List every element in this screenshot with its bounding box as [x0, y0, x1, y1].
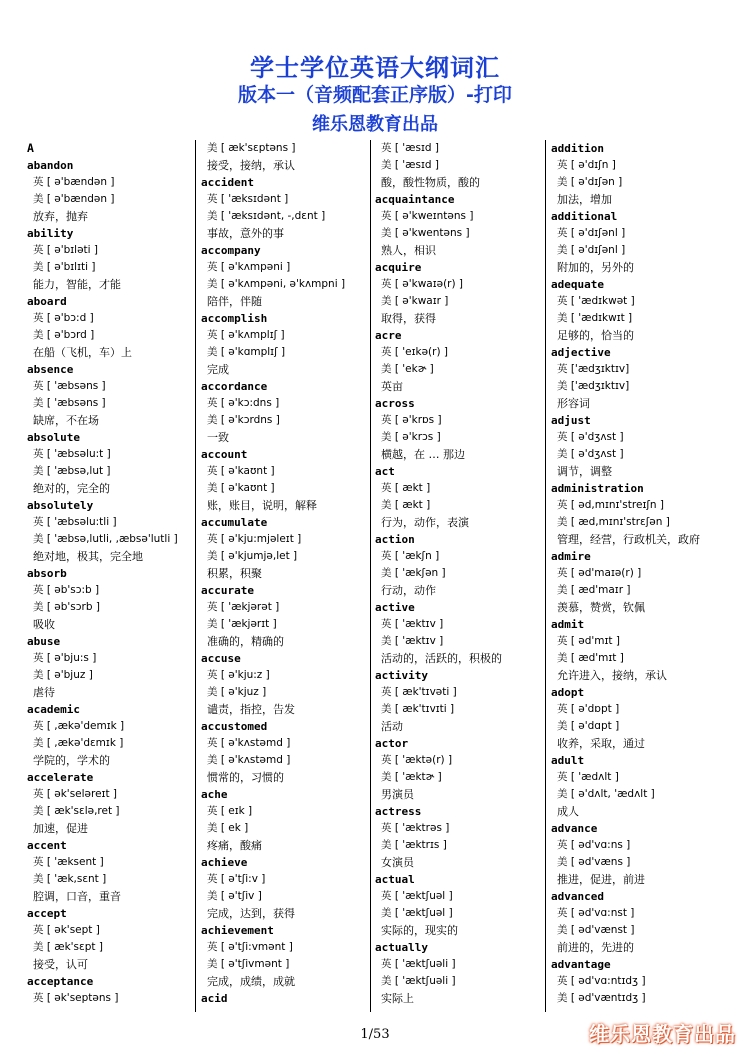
- phonetic: 美 [ ə'dʌlt, 'ædʌlt ]: [557, 788, 655, 800]
- meaning: 前进的，先进的: [557, 941, 634, 954]
- meaning: 成人: [557, 805, 579, 818]
- phonetic: 美 [ ə'kwaɪr ]: [381, 295, 449, 307]
- vocab-word: ability: [27, 227, 74, 240]
- phonetic: 英 [ ə'bɪləti ]: [33, 244, 99, 256]
- vocab-word: accept: [27, 907, 67, 920]
- vocab-word: absorb: [27, 567, 67, 580]
- meaning: 推进，促进，前进: [557, 873, 645, 886]
- meaning: 横越，在 … 那边: [381, 448, 465, 461]
- phonetic: 英 [ ə'krɒs ]: [381, 414, 442, 426]
- phonetic: 美 [ ə'bændən ]: [33, 193, 115, 205]
- vocab-word: achieve: [201, 856, 248, 869]
- meaning: 英亩: [381, 380, 403, 393]
- phonetic: 英 [ 'ædʌlt ]: [557, 771, 619, 783]
- vocab-word: admit: [551, 618, 585, 631]
- phonetic: 英 [ 'æbsəns ]: [33, 380, 106, 392]
- vocab-word: absence: [27, 363, 74, 376]
- meaning: 活动的，活跃的，积极的: [381, 652, 502, 665]
- column-4: [551, 140, 721, 1007]
- meaning: 接受，接纳，承认: [207, 159, 295, 172]
- vocab-word: acre: [375, 329, 402, 342]
- phonetic: 英 [ ək'septəns ]: [33, 992, 119, 1004]
- phonetic: 英 [ ə'bju:s ]: [33, 652, 97, 664]
- phonetic: 英 [ əb'sɔ:b ]: [33, 584, 100, 596]
- phonetic: 美 [ ə'bɔrd ]: [33, 329, 95, 341]
- vocab-word: actually: [375, 941, 428, 954]
- vocab-word: achievement: [201, 924, 274, 937]
- column-divider: [195, 140, 196, 1012]
- meaning: 虐待: [33, 686, 55, 699]
- vocab-word: abandon: [27, 159, 74, 172]
- vocab-word: adequate: [551, 278, 604, 291]
- phonetic: 美 [ ə'tʃivmənt ]: [207, 958, 290, 970]
- vocab-word: actor: [375, 737, 409, 750]
- phonetic: 美 [ 'æktʃuəli ]: [381, 975, 456, 987]
- vocab-word: accustomed: [201, 720, 268, 733]
- phonetic: 英 [ 'æktʃuəli ]: [381, 958, 456, 970]
- vocab-word: acceptance: [27, 975, 94, 988]
- meaning: 事故，意外的事: [207, 227, 284, 240]
- phonetic: 美 [ ə'kɔrdns ]: [207, 414, 280, 426]
- meaning: 腔调，口音，重音: [33, 890, 121, 903]
- vocab-word: admire: [551, 550, 591, 563]
- meaning: 完成，成绩，成就: [207, 975, 295, 988]
- phonetic: 英 [ 'æbsəlu:t ]: [33, 448, 111, 460]
- phonetic: 美 [ 'æk,sɛnt ]: [33, 873, 107, 885]
- phonetic: 美 ['ædʒɪktɪv]: [557, 380, 630, 392]
- meaning: 疼痛，酸痛: [207, 839, 262, 852]
- phonetic: 英 [ 'æsɪd ]: [381, 142, 439, 154]
- phonetic: 美 [ æk'tɪvɪti ]: [381, 703, 455, 715]
- meaning: 行为，动作，表演: [381, 516, 469, 529]
- meaning: 行动，动作: [381, 584, 436, 597]
- column-divider: [545, 140, 546, 1012]
- phonetic: 英 [ ə'dɪʃn ]: [557, 159, 616, 171]
- meaning: 在船（飞机，车）上: [33, 346, 132, 359]
- vocab-word: accordance: [201, 380, 268, 393]
- meaning: 积累，积聚: [207, 567, 262, 580]
- phonetic: 美 [ əb'sɔrb ]: [33, 601, 100, 613]
- vocab-word: addition: [551, 142, 604, 155]
- vocab-word: aboard: [27, 295, 67, 308]
- phonetic: 英 [ ək'sept ]: [33, 924, 100, 936]
- phonetic: 美 [ ə'dʒʌst ]: [557, 448, 624, 460]
- phonetic: 美 [ ə'dɪʃənl ]: [557, 244, 626, 256]
- vocab-word: additional: [551, 210, 618, 223]
- meaning: 附加的，另外的: [557, 261, 634, 274]
- meaning: 账，账目，说明，解释: [207, 499, 317, 512]
- phonetic: 英 [ ə'bɔ:d ]: [33, 312, 94, 324]
- meaning: 一致: [207, 431, 229, 444]
- phonetic: 美 [ 'æktʃuəl ]: [381, 907, 453, 919]
- phonetic: 美 [ ə'dɪʃən ]: [557, 176, 623, 188]
- phonetic: 美 [ ækt ]: [381, 499, 431, 511]
- phonetic: 美 [ æd'maɪr ]: [557, 584, 631, 596]
- phonetic: 英 [ 'æktɪv ]: [381, 618, 444, 630]
- phonetic: 美 [ 'æktɪv ]: [381, 635, 444, 647]
- meaning: 准确的，精确的: [207, 635, 284, 648]
- meaning: 允许进入，接纳，承认: [557, 669, 667, 682]
- phonetic: 美 [ 'æbsəns ]: [33, 397, 106, 409]
- phonetic: 英 [ ə'kʌmpəni ]: [207, 261, 291, 273]
- vocab-word: across: [375, 397, 415, 410]
- phonetic: 英 [ ə'kʌmplɪʃ ]: [207, 329, 285, 341]
- phonetic: 美 [ ə'kɑmplɪʃ ]: [207, 346, 286, 358]
- vocab-word: advanced: [551, 890, 604, 903]
- meaning: 能力，智能，才能: [33, 278, 121, 291]
- vocab-word: acid: [201, 992, 228, 1005]
- phonetic: 美 [ ,ækə'dɛmɪk ]: [33, 737, 124, 749]
- phonetic: 英 [ əd'mɪt ]: [557, 635, 620, 647]
- vocab-word: accelerate: [27, 771, 94, 784]
- phonetic: 美 [ ə'bjuz ]: [33, 669, 93, 681]
- vocab-word: adjust: [551, 414, 591, 427]
- phonetic: 美 [ əd'væns ]: [557, 856, 631, 868]
- phonetic: 美 [ ə'kʌstəmd ]: [207, 754, 291, 766]
- phonetic: 英 [ ə'kʌstəmd ]: [207, 737, 291, 749]
- vocab-word: accompany: [201, 244, 261, 257]
- meaning: 熟人，相识: [381, 244, 436, 257]
- meaning: 取得，获得: [381, 312, 436, 325]
- phonetic: 美 [ 'ædɪkwɪt ]: [557, 312, 633, 324]
- phonetic: 美 [ 'ækʃən ]: [381, 567, 446, 579]
- publisher-line: 维乐恩教育出品: [312, 114, 438, 135]
- phonetic: 英 [ 'æktʃuəl ]: [381, 890, 453, 902]
- meaning: 羡慕，赞赏，钦佩: [557, 601, 645, 614]
- vocab-word: abuse: [27, 635, 61, 648]
- phonetic: 英 [ 'ædɪkwət ]: [557, 295, 635, 307]
- phonetic: 英 [ ,ækə'demɪk ]: [33, 720, 125, 732]
- meaning: 酸，酸性物质，酸的: [381, 176, 480, 189]
- phonetic: 英 [ ə'kweɪntəns ]: [381, 210, 474, 222]
- vocab-word: actual: [375, 873, 415, 886]
- vocab-word: accent: [27, 839, 67, 852]
- meaning: 调节，调整: [557, 465, 612, 478]
- meaning: 形容词: [557, 397, 590, 410]
- meaning: 实际上: [381, 992, 414, 1005]
- phonetic: 美 [ 'æbsə,lutli, ,æbsə'lutli ]: [33, 533, 178, 545]
- meaning: 陪伴，伴随: [207, 295, 262, 308]
- section-letter: A: [27, 141, 34, 155]
- phonetic: 英 [ 'ækʃn ]: [381, 550, 440, 562]
- meaning: 女演员: [381, 856, 414, 869]
- vocab-word: account: [201, 448, 248, 461]
- column-1: [27, 140, 197, 1007]
- phonetic: 英 [ 'ækjərət ]: [207, 601, 280, 613]
- meaning: 实际的，现实的: [381, 924, 458, 937]
- phonetic: 英 [ əd'maɪə(r) ]: [557, 567, 642, 579]
- phonetic: 英 [ ə'kɔ:dns ]: [207, 397, 280, 409]
- meaning: 加法，增加: [557, 193, 612, 206]
- vocab-word: absolutely: [27, 499, 94, 512]
- meaning: 绝对的，完全的: [33, 482, 110, 495]
- meaning: 绝对地，极其，完全地: [33, 550, 143, 563]
- phonetic: 英 [ ə'kju:z ]: [207, 669, 270, 681]
- page-number: 1/53: [360, 1027, 390, 1042]
- phonetic: 美 [ 'ekɚ ]: [381, 363, 434, 375]
- meaning: 谴责，指控，告发: [207, 703, 295, 716]
- column-divider: [370, 140, 371, 1012]
- phonetic: 美 [ æd'mɪt ]: [557, 652, 624, 664]
- vocab-word: acquaintance: [375, 193, 455, 206]
- phonetic: 英 [ ə'tʃi:v ]: [207, 873, 266, 885]
- vocab-word: active: [375, 601, 415, 614]
- phonetic: 英 [ ə'kwaɪə(r) ]: [381, 278, 464, 290]
- vocab-word: advantage: [551, 958, 611, 971]
- phonetic: 英 [ ə'bændən ]: [33, 176, 115, 188]
- phonetic: 美 [ æd,mɪnɪ'strɛʃən ]: [557, 516, 670, 528]
- watermark-logo: 维乐恩教育出品: [589, 1022, 736, 1046]
- phonetic: 英 [ 'æktrəs ]: [381, 822, 450, 834]
- phonetic: 美 [ 'ækjərɪt ]: [207, 618, 277, 630]
- phonetic: 美 [ ə'kjumjə,let ]: [207, 550, 298, 562]
- meaning: 完成，达到，获得: [207, 907, 295, 920]
- vocab-word: accident: [201, 176, 254, 189]
- phonetic: 美 [ əd'vænst ]: [557, 924, 635, 936]
- phonetic: 美 [ ə'kaʊnt ]: [207, 482, 275, 494]
- vocab-word: act: [375, 465, 395, 478]
- phonetic: 美 [ 'æksɪdənt, -,dɛnt ]: [207, 210, 326, 222]
- phonetic: 美 [ ə'krɔs ]: [381, 431, 441, 443]
- vocab-word: adult: [551, 754, 585, 767]
- meaning: 管理，经营，行政机关，政府: [557, 533, 700, 546]
- phonetic: 英 [ 'æbsəlu:tli ]: [33, 516, 117, 528]
- column-3: [375, 140, 545, 1007]
- meaning: 学院的，学术的: [33, 754, 110, 767]
- phonetic: 美 [ ə'dɑpt ]: [557, 720, 620, 732]
- vocab-word: activity: [375, 669, 428, 682]
- vocab-word: administration: [551, 482, 644, 495]
- phonetic: 英 [ 'æksɪdənt ]: [207, 193, 289, 205]
- phonetic: 美 [ ek ]: [207, 822, 249, 834]
- phonetic: 英 ['ædʒɪktɪv]: [557, 363, 630, 375]
- phonetic: 英 [ əd,mɪnɪ'streɪʃn ]: [557, 499, 664, 511]
- phonetic: 美 [ ə'kwentəns ]: [381, 227, 470, 239]
- phonetic: 美 [ 'æsɪd ]: [381, 159, 439, 171]
- meaning: 接受，认可: [33, 958, 88, 971]
- phonetic: 英 [ ək'seləreɪt ]: [33, 788, 118, 800]
- phonetic: 英 [ ə'dɪʃənl ]: [557, 227, 626, 239]
- vocab-word: action: [375, 533, 415, 546]
- phonetic: 英 [ 'æksent ]: [33, 856, 104, 868]
- meaning: 收养，采取，通过: [557, 737, 645, 750]
- vocab-word: adopt: [551, 686, 585, 699]
- phonetic: 英 [ 'eɪkə(r) ]: [381, 346, 449, 358]
- meaning: 吸收: [33, 618, 55, 631]
- phonetic: 英 [ əd'vɑ:ns ]: [557, 839, 631, 851]
- vocab-word: ache: [201, 788, 228, 801]
- phonetic: 美 [ æk'sɛpt ]: [33, 941, 103, 953]
- meaning: 惯常的，习惯的: [207, 771, 284, 784]
- vocab-word: adjective: [551, 346, 611, 359]
- phonetic: 英 [ ækt ]: [381, 482, 431, 494]
- vocab-word: advance: [551, 822, 598, 835]
- page-subtitle: 版本一（音频配套正序版）-打印: [238, 84, 512, 106]
- meaning: 放弃，抛弃: [33, 210, 88, 223]
- vocab-word: accomplish: [201, 312, 268, 325]
- meaning: 加速，促进: [33, 822, 88, 835]
- vocab-word: accumulate: [201, 516, 268, 529]
- page-title: 学士学位英语大纲词汇: [250, 54, 500, 82]
- meaning: 男演员: [381, 788, 414, 801]
- vocab-word: academic: [27, 703, 80, 716]
- meaning: 活动: [381, 720, 403, 733]
- phonetic: 美 [ æk'sɛptəns ]: [207, 142, 296, 154]
- phonetic: 美 [ ə'bɪlɪti ]: [33, 261, 96, 273]
- phonetic: 英 [ ə'tʃi:vmənt ]: [207, 941, 293, 953]
- vocab-word: acquire: [375, 261, 422, 274]
- phonetic: 美 [ ə'kʌmpəni, ə'kʌmpni ]: [207, 278, 346, 290]
- meaning: 缺席，不在场: [33, 414, 99, 427]
- vocab-word: accurate: [201, 584, 254, 597]
- phonetic: 美 [ 'æktrɪs ]: [381, 839, 447, 851]
- meaning: 足够的，恰当的: [557, 329, 634, 342]
- phonetic: 英 [ eɪk ]: [207, 805, 253, 817]
- meaning: 完成: [207, 363, 229, 376]
- phonetic: 英 [ ə'dʒʌst ]: [557, 431, 624, 443]
- vocab-word: actress: [375, 805, 422, 818]
- vocab-word: accuse: [201, 652, 241, 665]
- phonetic: 美 [ 'æbsə,lut ]: [33, 465, 111, 477]
- phonetic: 美 [ æk'sɛlə,ret ]: [33, 805, 120, 817]
- column-2: [201, 140, 371, 1007]
- phonetic: 英 [ 'æktə(r) ]: [381, 754, 453, 766]
- phonetic: 英 [ əd'vɑ:ntɪdʒ ]: [557, 975, 646, 987]
- phonetic: 英 [ ə'kaʊnt ]: [207, 465, 275, 477]
- phonetic: 英 [ ə'dɒpt ]: [557, 703, 620, 715]
- vocab-word: absolute: [27, 431, 80, 444]
- phonetic: 英 [ əd'vɑ:nst ]: [557, 907, 635, 919]
- phonetic: 美 [ ə'tʃiv ]: [207, 890, 262, 902]
- phonetic: 英 [ æk'tɪvəti ]: [381, 686, 457, 698]
- phonetic: 美 [ əd'væntɪdʒ ]: [557, 992, 646, 1004]
- phonetic: 英 [ ə'kju:mjəleɪt ]: [207, 533, 302, 545]
- phonetic: 美 [ 'æktɚ ]: [381, 771, 442, 783]
- phonetic: 美 [ ə'kjuz ]: [207, 686, 267, 698]
